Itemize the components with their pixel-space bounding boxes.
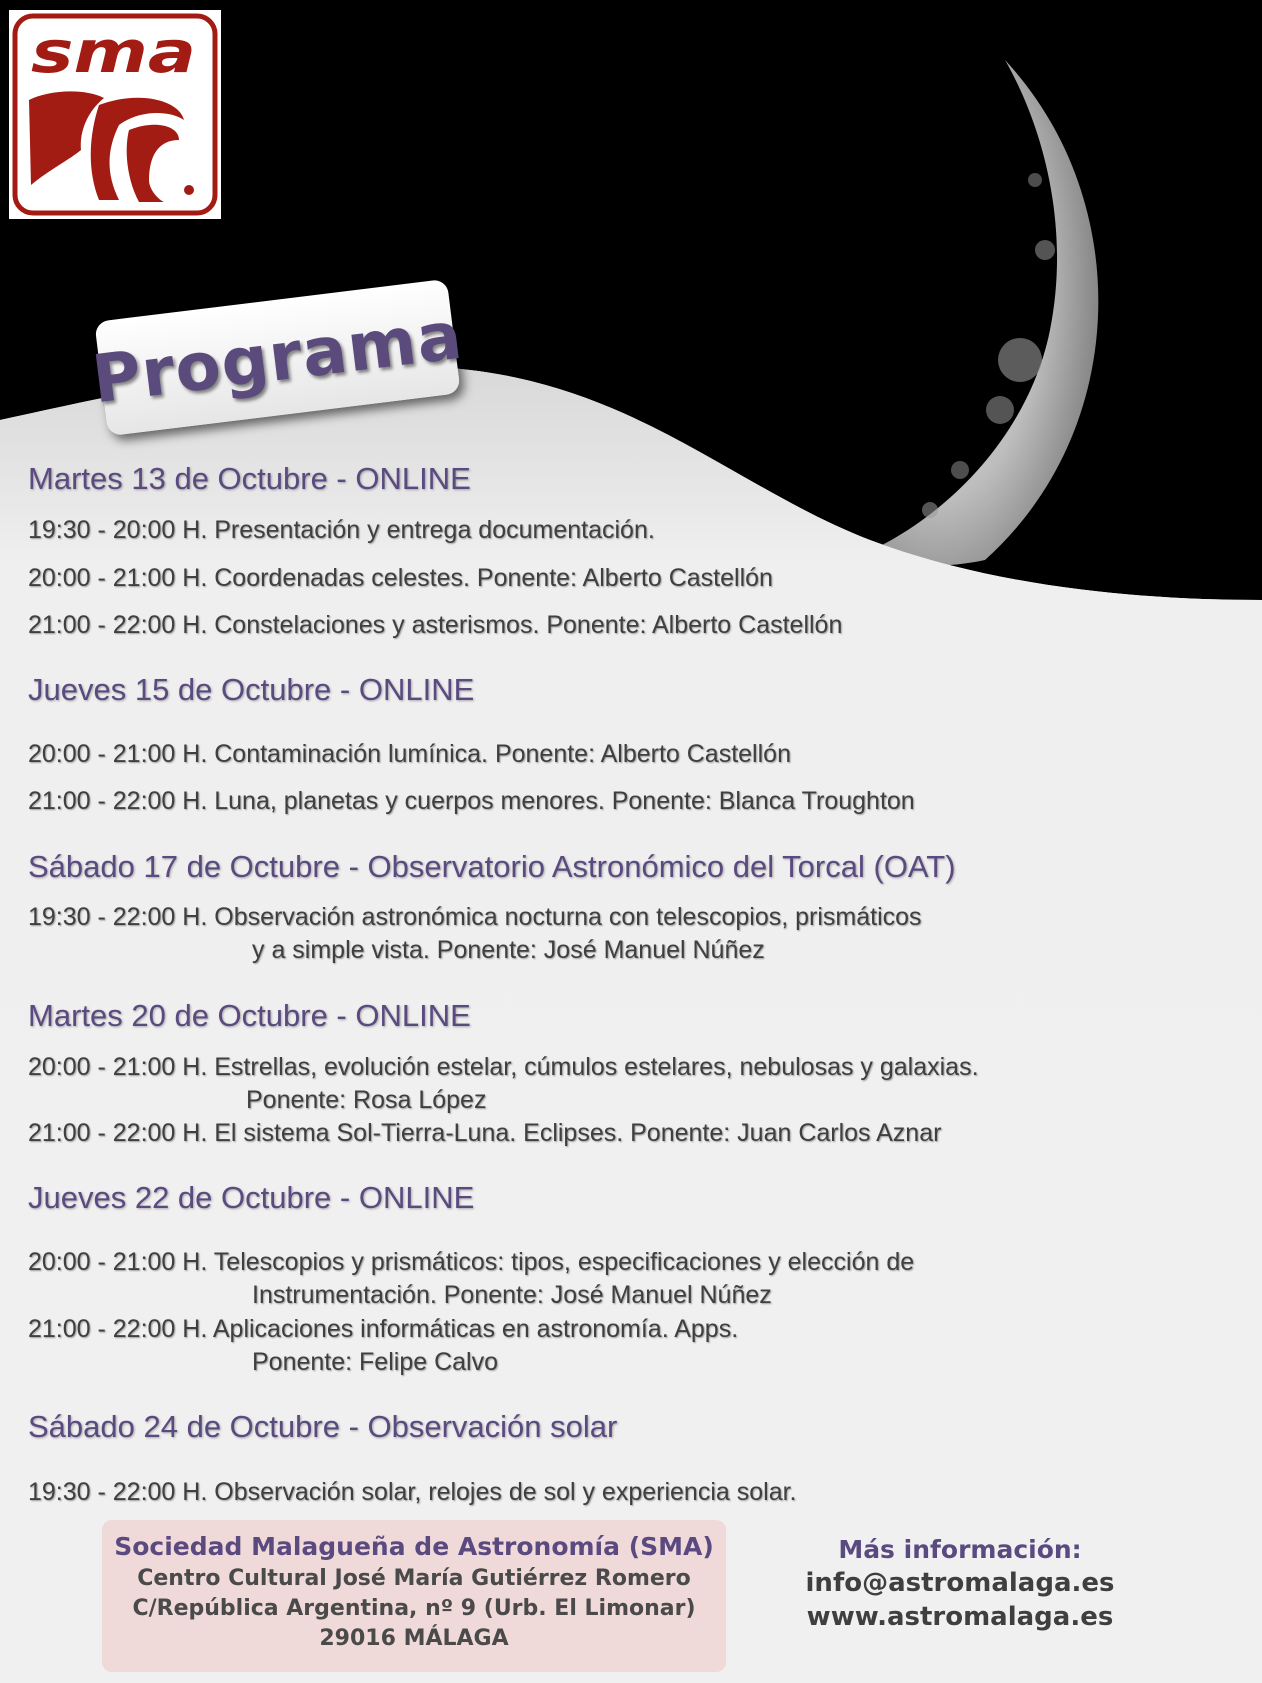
- schedule-item: 21:00 - 22:00 H. Aplicaciones informáticas en astronomía. Apps. Ponente: Felipe Calvo: [28, 1315, 739, 1376]
- more-info: [780, 1535, 1140, 1632]
- schedule-item: 21:00 - 22:00 H. El sistema Sol-Tierra-Luna. Eclipses. Ponente: Juan Carlos Aznar: [28, 1119, 942, 1147]
- schedule-item: 20:00 - 21:00 H. Telescopios y prismáticos: tipos, especificaciones y elección de Instrumentación. Ponente: José Manuel Núñez: [28, 1248, 915, 1309]
- organization-name: Sociedad Malagueña de Astronomía (SMA): [114, 1532, 714, 1561]
- page-title: Programa: [88, 296, 467, 419]
- more-info-label: Más información:: [838, 1535, 1082, 1564]
- address-line: C/República Argentina, nº 9 (Urb. El Limonar): [132, 1596, 696, 1621]
- schedule-item: 20:00 - 21:00 H. Estrellas, evolución estelar, cúmulos estelares, nebulosas y galaxias. Ponente: Rosa López: [28, 1053, 979, 1114]
- section-title: Jueves 15 de Octubre - ONLINE: [28, 672, 475, 707]
- address-line: 29016 MÁLAGA: [319, 1626, 509, 1651]
- schedule-item: 19:30 - 20:00 H. Presentación y entrega documentación.: [28, 516, 655, 544]
- organization-address-box: [102, 1520, 726, 1672]
- section-title: Martes 13 de Octubre - ONLINE: [28, 461, 471, 496]
- schedule-item: 21:00 - 22:00 H. Luna, planetas y cuerpos menores. Ponente: Blanca Troughton: [28, 787, 915, 815]
- sma-logo: [9, 10, 221, 219]
- schedule-item: 19:30 - 22:00 H. Observación solar, relojes de sol y experiencia solar.: [28, 1478, 797, 1506]
- address-line: Centro Cultural José María Gutiérrez Romero: [137, 1566, 691, 1591]
- schedule-item: 20:00 - 21:00 H. Coordenadas celestes. Ponente: Alberto Castellón: [28, 564, 773, 592]
- schedule-item: 20:00 - 21:00 H. Contaminación lumínica. Ponente: Alberto Castellón: [28, 740, 791, 768]
- logo-text: sma: [31, 18, 196, 86]
- email-link[interactable]: info@astromalaga.es: [805, 1568, 1115, 1598]
- schedule-item: 19:30 - 22:00 H. Observación astronómica nocturna con telescopios, prismáticos y a simple vista. Ponente: José Manuel Núñez: [28, 903, 922, 964]
- section-title: Sábado 24 de Octubre - Observación solar: [28, 1409, 618, 1444]
- website-link[interactable]: www.astromalaga.es: [806, 1602, 1114, 1632]
- section-title: Martes 20 de Octubre - ONLINE: [28, 998, 471, 1033]
- section-title: Sábado 17 de Octubre - Observatorio Astronómico del Torcal (OAT): [28, 849, 956, 884]
- schedule-item: 21:00 - 22:00 H. Constelaciones y asterismos. Ponente: Alberto Castellón: [28, 611, 843, 639]
- section-title: Jueves 22 de Octubre - ONLINE: [28, 1180, 475, 1215]
